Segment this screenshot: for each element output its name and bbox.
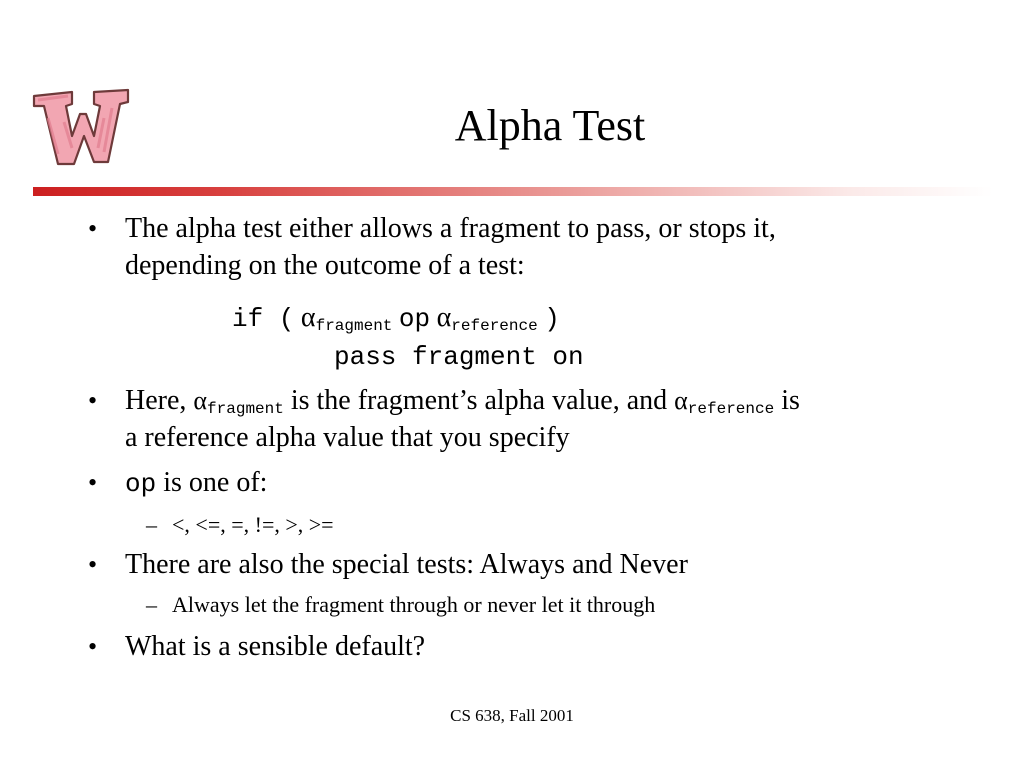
alpha-reference-subscript: reference <box>687 400 775 418</box>
code-close: ) <box>544 304 560 334</box>
bullet-2-line-2: a reference alpha value that you specify <box>125 422 570 453</box>
bullet-3-code: op <box>125 469 157 499</box>
code-line-2: pass fragment on <box>334 342 584 372</box>
slide-footer: CS 638, Fall 2001 <box>450 706 574 725</box>
bullet-2-suffix: is <box>781 385 800 416</box>
bullet-4: There are also the special tests: Always and Never <box>125 549 688 580</box>
bullet-2-line-1 <box>125 384 800 426</box>
bullet-marker: • <box>88 214 98 243</box>
slide-title: Alpha Test <box>454 101 646 150</box>
bullet-3-sub: <, <=, =, !=, >, >= <box>172 512 334 537</box>
bullet-1-line-2: depending on the outcome of a test: <box>125 250 525 281</box>
alpha-symbol: α <box>436 302 452 333</box>
alpha-reference-subscript: reference <box>451 317 538 335</box>
sub-bullet-marker: – <box>146 512 157 537</box>
bullet-marker: • <box>88 386 98 415</box>
code-line-1 <box>232 301 560 343</box>
sub-bullet-marker: – <box>146 592 157 617</box>
code-if: if ( <box>232 304 295 334</box>
bullet-5: What is a sensible default? <box>125 631 426 662</box>
bullet-1-line-1: The alpha test either allows a fragment to pass, or stops it, <box>125 213 776 244</box>
bullet-2-prefix: Here, <box>125 385 187 416</box>
title-divider <box>33 187 993 196</box>
bullet-4-sub: Always let the fragment through or never let it through <box>172 592 656 617</box>
bullet-2-mid: is the fragment’s alpha value, and <box>290 385 668 416</box>
bullet-marker: • <box>88 632 98 661</box>
alpha-symbol: α <box>193 386 208 415</box>
bullet-3-text: is one of: <box>163 467 268 498</box>
bullet-3 <box>125 466 267 501</box>
alpha-symbol: α <box>300 302 316 333</box>
alpha-fragment-subscript: fragment <box>207 400 284 418</box>
university-w-logo <box>28 78 132 176</box>
alpha-symbol: α <box>674 386 688 415</box>
alpha-fragment-subscript: fragment <box>315 317 393 335</box>
bullet-marker: • <box>88 550 98 579</box>
bullet-marker: • <box>88 468 98 497</box>
code-op: op <box>398 304 431 334</box>
